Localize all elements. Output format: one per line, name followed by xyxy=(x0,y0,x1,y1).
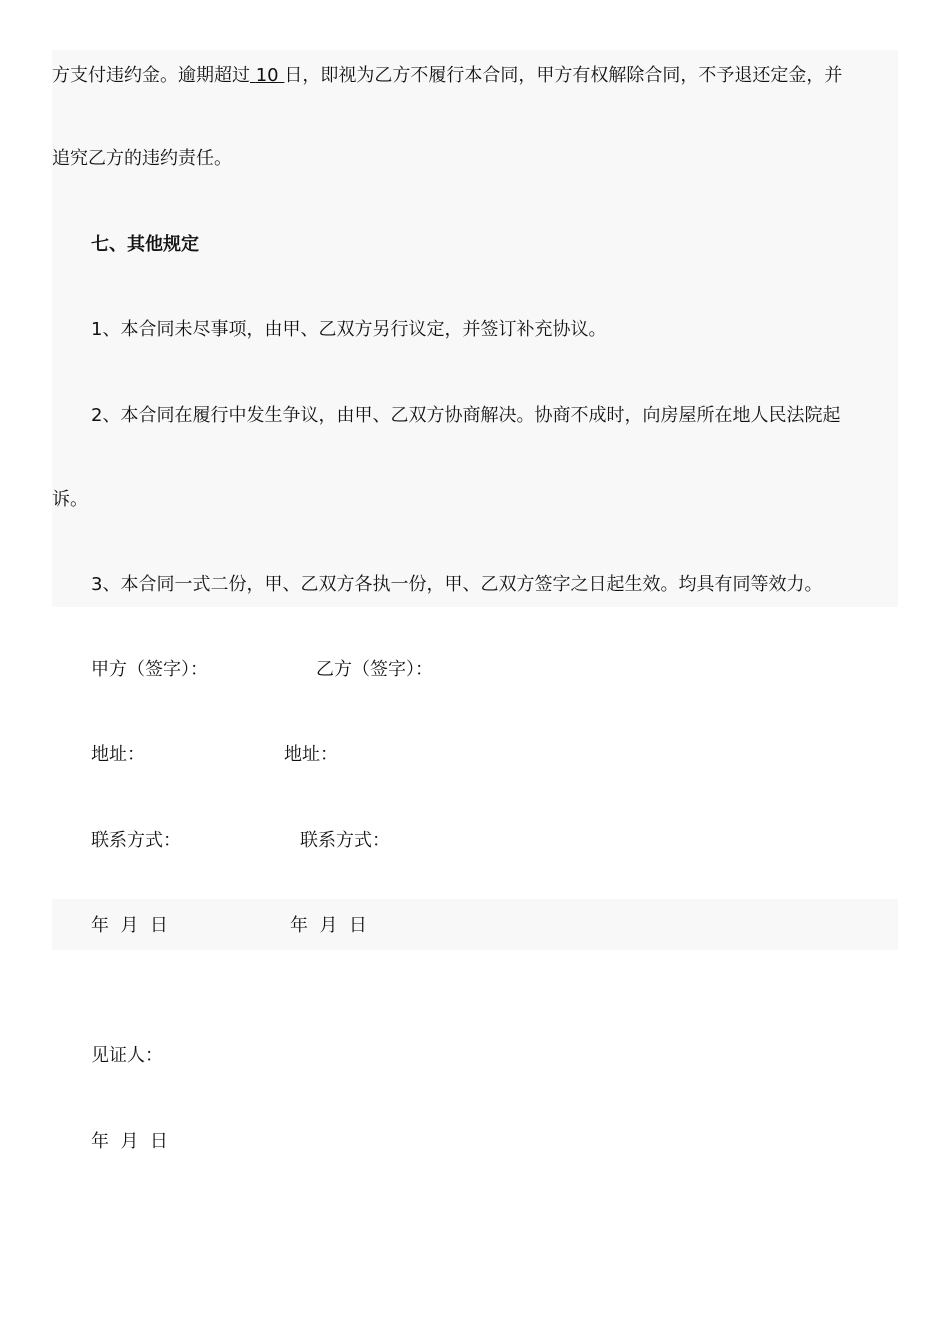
breach-paragraph-line-2: 追究乙方的违约责任。 xyxy=(52,148,232,169)
breach-text-after-days: 日，即视为乙方不履行本合同，甲方有权解除合同，不予退还定金，并 xyxy=(284,65,843,86)
witness-label: 见证人： xyxy=(91,1045,163,1066)
clause-item-2-line-1: 2、本合同在履行中发生争议，由甲、乙双方协商解决。协商不成时，向房屋所在地人民法院起 xyxy=(91,405,841,426)
witness-date: 年 月 日 xyxy=(91,1131,168,1152)
party-a-signature-label: 甲方（签字）： xyxy=(91,659,208,680)
breach-text-before-days: 方支付违约金。逾期超过 xyxy=(52,65,250,86)
party-b-signature-label: 乙方（签字）： xyxy=(316,659,433,680)
party-a-contact-label: 联系方式： xyxy=(91,830,181,851)
party-a-address-label: 地址： xyxy=(91,744,145,765)
party-b-date: 年 月 日 xyxy=(290,915,367,936)
breach-paragraph-line-1 xyxy=(52,64,842,88)
clause-item-3: 3、本合同一式二份，甲、乙双方各执一份，甲、乙双方签字之日起生效。均具有同等效力。 xyxy=(91,574,823,595)
breach-days-value: 10 xyxy=(255,65,279,86)
party-b-address-label: 地址： xyxy=(284,744,338,765)
party-a-date: 年 月 日 xyxy=(91,915,168,936)
clause-item-1: 1、本合同未尽事项，由甲、乙双方另行议定，并签订补充协议。 xyxy=(91,319,607,340)
date-shade-block xyxy=(52,899,898,950)
clause-item-2-line-2: 诉。 xyxy=(52,489,88,510)
section-heading: 七、其他规定 xyxy=(91,234,199,255)
party-b-contact-label: 联系方式： xyxy=(300,830,390,851)
